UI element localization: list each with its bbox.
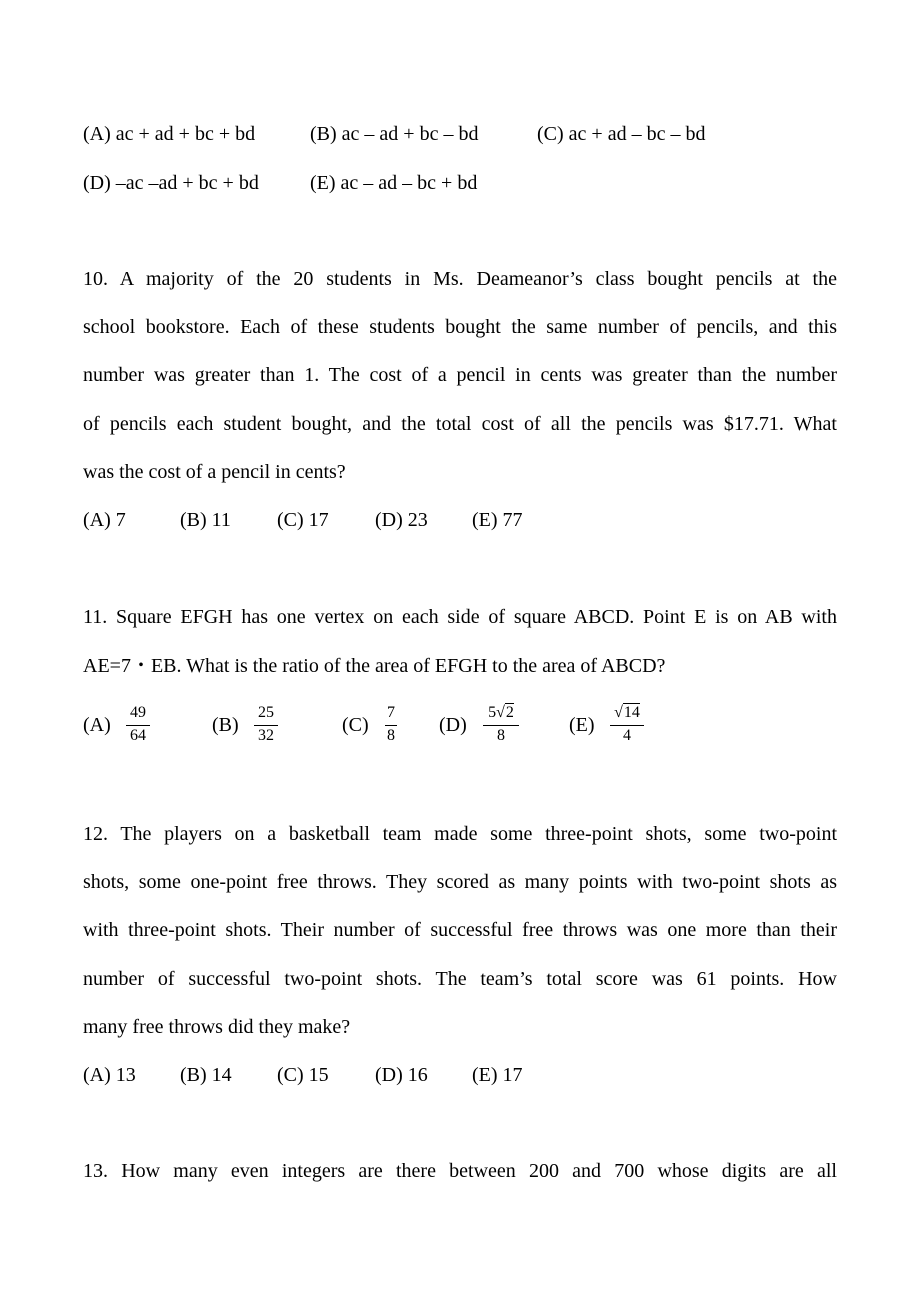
radicand: 14 xyxy=(623,704,640,721)
q10-text-line: 10. A majority of the 20 students in Ms. Deameanor’s class bought pencils at the xyxy=(83,268,837,290)
q10-text-line: was the cost of a pencil in cents? xyxy=(83,461,346,483)
q11-choice-b-fraction xyxy=(246,704,286,747)
q11-text-line: AE=7・EB. What is the ratio of the area of EFGH to the area of ABCD? xyxy=(83,655,666,677)
sqrt-expression xyxy=(496,704,514,722)
q11-choice-a-fraction xyxy=(118,704,158,747)
sqrt-expression xyxy=(614,704,640,722)
q12-text-line: with three-point shots. Their number of successful free throws was one more than their xyxy=(83,919,837,941)
radical-sign: √ xyxy=(614,704,623,721)
q11-choice-e-fraction xyxy=(607,704,647,747)
q12-choice-a: (A) 13 xyxy=(83,1064,136,1086)
q10-text-line: school bookstore. Each of these students bought the same number of pencils, and this xyxy=(83,316,837,338)
q11-choice-a-label: (A) xyxy=(83,714,111,736)
q12-text-line: many free throws did they make? xyxy=(83,1016,351,1038)
fraction-bar xyxy=(385,725,397,726)
q10-text-line: number was greater than 1. The cost of a pencil in cents was greater than the number xyxy=(83,364,837,386)
fraction-numerator: 7 xyxy=(387,704,395,721)
coefficient: 5 xyxy=(488,704,497,721)
q9-choice-b: (B) ac – ad + bc – bd xyxy=(310,123,479,145)
q12-choice-c: (C) 15 xyxy=(277,1064,329,1086)
q9-choice-c: (C) ac + ad – bc – bd xyxy=(537,123,706,145)
fraction-bar xyxy=(254,725,278,726)
q10-text-line: of pencils each student bought, and the total cost of all the pencils was $17.71. What xyxy=(83,413,837,435)
fraction-denominator: 32 xyxy=(258,727,274,744)
fraction-numerator xyxy=(607,704,647,724)
q10-choice-b: (B) 11 xyxy=(180,509,231,531)
q11-choice-e-label: (E) xyxy=(569,714,595,736)
q10-choice-d: (D) 23 xyxy=(375,509,428,531)
fraction-numerator xyxy=(481,704,521,724)
q12-choice-b: (B) 14 xyxy=(180,1064,232,1086)
fraction-bar xyxy=(126,725,150,726)
fraction-denominator: 64 xyxy=(130,727,146,744)
q12-choice-d: (D) 16 xyxy=(375,1064,428,1086)
fraction-denominator: 4 xyxy=(623,727,631,744)
q11-choice-c-label: (C) xyxy=(342,714,369,736)
fraction-denominator: 8 xyxy=(387,727,395,744)
q12-text-line: number of successful two-point shots. The team’s total score was 61 points. How xyxy=(83,968,837,990)
fraction-numerator: 25 xyxy=(258,704,274,721)
fraction-bar xyxy=(483,725,519,726)
q12-text-line: shots, some one-point free throws. They scored as many points with two-point shots as xyxy=(83,871,837,893)
q9-choice-a: (A) ac + ad + bc + bd xyxy=(83,123,256,145)
q10-choice-c: (C) 17 xyxy=(277,509,329,531)
fraction-numerator: 49 xyxy=(130,704,146,721)
q9-choice-d: (D) –ac –ad + bc + bd xyxy=(83,172,259,194)
q12-text-line: 12. The players on a basketball team made some three-point shots, some two-point xyxy=(83,823,837,845)
fraction-bar xyxy=(610,725,644,726)
q11-text-line: 11. Square EFGH has one vertex on each side of square ABCD. Point E is on AB with xyxy=(83,606,837,628)
q10-choice-e: (E) 77 xyxy=(472,509,523,531)
q11-choice-b-label: (B) xyxy=(212,714,239,736)
q11-choice-d-label: (D) xyxy=(439,714,467,736)
q9-choice-e: (E) ac – ad – bc + bd xyxy=(310,172,478,194)
q12-choice-e: (E) 17 xyxy=(472,1064,523,1086)
q11-choice-c-fraction xyxy=(371,704,411,747)
radical-sign: √ xyxy=(496,704,505,721)
fraction-denominator: 8 xyxy=(497,727,505,744)
q11-choice-d-fraction xyxy=(481,704,521,747)
q13-text-line: 13. How many even integers are there between 200 and 700 whose digits are all xyxy=(83,1160,837,1182)
radicand: 2 xyxy=(505,704,514,721)
q10-choice-a: (A) 7 xyxy=(83,509,126,531)
